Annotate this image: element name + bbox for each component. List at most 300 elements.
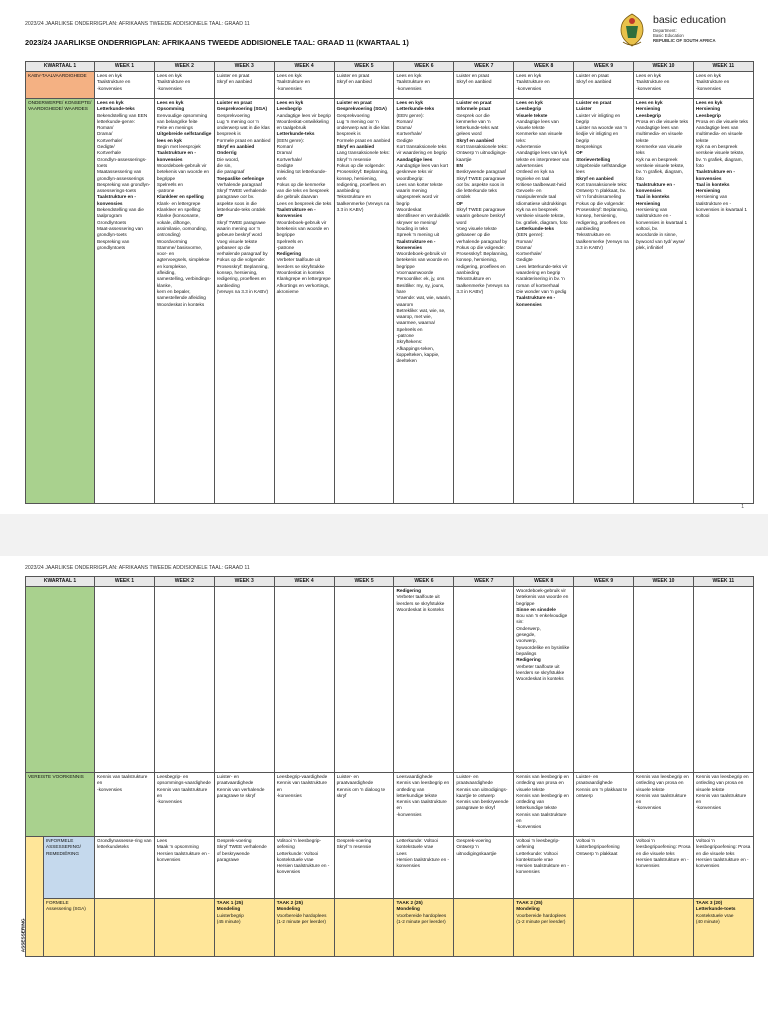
cell-text: Luister en praat (336, 100, 372, 105)
cell-text: -konvensies (156, 799, 182, 805)
cell-text: Hersiening (695, 106, 721, 112)
week-header: WEEK 4 (274, 577, 334, 587)
cell-text: afleiding, (156, 270, 176, 276)
cell-text: -konvensies (695, 805, 721, 811)
assessment-vertical-text: ASSESSERING (20, 918, 26, 952)
week-cell (214, 72, 274, 99)
cell-text: Kortverhale/ (276, 156, 302, 162)
cell-text: Taalstrukture en (695, 79, 730, 85)
cell-text: -konvensies (636, 85, 662, 91)
cell-text: Bekendstelling van die taalprogram (97, 207, 144, 219)
week-cell (634, 837, 694, 899)
cell-text: Roman/ (276, 144, 294, 150)
cell-text: Klankleer en spelling (156, 194, 204, 200)
week-cell (154, 72, 214, 99)
page-number: 1 (741, 504, 744, 510)
cell-text: Kortverhale/ (516, 251, 542, 257)
cell-text: Taalstrukture en (636, 79, 670, 85)
document-title: 2023/24 JAARLIKSE ONDERRIGPLAN: AFRIKAANS TWEEDE ADDISIONELE TAAL: GRAAD 11 (KWARTAAL 1) (25, 38, 409, 47)
cell-text: Ontleed en kyk na tegnieke en taal (516, 169, 555, 181)
week-cell (214, 837, 274, 899)
logo-line-1: Department: (653, 28, 677, 33)
cell-text: Aandagtige lees van visuele tekste (516, 118, 559, 131)
cell-text: OF (216, 213, 224, 219)
topics-continued-row (26, 587, 754, 773)
cell-text: Prosesskryf: Beplanning, konsep, hersiening, redigering, proeflees en aanbieding (336, 169, 389, 194)
cell-text: TAAK 2 (25) (516, 900, 543, 905)
cell-text: Lees en bespreek die teks (276, 200, 332, 206)
cell-text: Lees letterkunde-teks vir waardering en begrip (516, 263, 568, 276)
cell-text: Prosa en die visuele teks (636, 118, 689, 124)
cell-text: (Verwys na 3.3 in KABV) (216, 288, 269, 294)
cell-text: Spelreëls en (396, 326, 423, 332)
cell-text: Teksstrukture en taalkenmerke (Verwys na 3.3 in KABV) (336, 194, 390, 213)
week-cell (334, 99, 394, 504)
cell-text: Ontwerp 'n plakkaat (576, 850, 618, 856)
week-header-row (26, 577, 754, 587)
cell-text: Leesbegrip (636, 112, 662, 118)
cell-text: Gesprek-voering (336, 838, 372, 843)
cell-text: Taal in konteks (636, 194, 670, 200)
week-cell (95, 99, 155, 504)
week-header: WEEK 2 (154, 577, 214, 587)
cell-text: Verbeter taalfoute uit leerders se skryfstukke (396, 594, 445, 606)
cell-text: Kennis van taalstrukture en (156, 786, 208, 798)
cell-text: Lees en kyk (396, 73, 422, 78)
cell-text: Skryf TWEE paragrawe oor bv. aspekte soos in die letterkunde teks ontdek (456, 175, 506, 200)
cell-text: voor- en (156, 251, 175, 257)
cell-text: Leesbegrip (516, 106, 542, 112)
week-cell (214, 773, 274, 837)
cell-text: Lees en kyk (636, 73, 662, 78)
cell-text: (1-2 minute per leerder) (396, 918, 446, 924)
cell-text: Woordeskat (396, 207, 422, 213)
cell-text: samestelling, verbindings-klanke, (156, 276, 212, 288)
week-cell (95, 587, 155, 773)
cell-text: Betreklike: wat, wie, se, waarop, met wie, waarmee, waarna/ (396, 307, 446, 326)
cell-text: Klankleer en spelling: Klanke (konsonante, vokale, diftonge, assimilasie, oomonding, ontronding) (156, 207, 207, 238)
cell-text: Kennis om 'n dialoog te skryf (336, 786, 386, 798)
cell-text: agtervoegsels, simplekse en komplekse, (156, 257, 210, 269)
cell-text: Drama/ (97, 131, 113, 137)
week-cell (274, 837, 334, 899)
week-cell (634, 773, 694, 837)
cell-text: Voeg visuele tekste gebaseer op die verhalende paragraaf by (216, 238, 268, 257)
cell-text: Kennis van uitnodigings-kaartjie te ontwerp (456, 786, 508, 798)
cell-text: Taalstrukture en (97, 79, 131, 85)
week-cell (154, 899, 214, 957)
cell-text: Opsomming (156, 106, 185, 112)
cell-text: die sin, (216, 162, 232, 168)
cell-text: Leesbegrip (276, 106, 302, 112)
cell-text: Kontekstuele vrae (695, 912, 734, 918)
logo-line-2: Basic Education (653, 33, 684, 38)
cell-text: Gesprek-voering (216, 838, 252, 843)
week-cell (334, 773, 394, 837)
cell-text: Voorbereide hardoplees (396, 912, 447, 918)
cell-text: -patrone (276, 244, 295, 250)
cell-text: -konvensies (636, 805, 662, 811)
week-header: WEEK 5 (334, 62, 394, 72)
week-cell (394, 587, 454, 773)
week-header: WEEK 1 (95, 577, 155, 587)
week-header: WEEK 11 (693, 62, 753, 72)
cell-text: Skryf TWEE verhalende paragrawe oor bv. aspekte soos in die letterkunde-teks ontdek (216, 188, 267, 213)
cell-text: Mondeling (276, 906, 301, 912)
cell-text: woordorde in sinne, bywoord van tyd/ wyse/ plek, infinitief (636, 232, 685, 250)
cell-text: Gesprek oor die kenmerke van 'n letterkunde-teks wat gelees word (456, 112, 499, 137)
cell-text: Letterkunde-teks (97, 106, 135, 112)
cell-text: Die woord, (216, 156, 240, 162)
cell-text: Kennis van taalstrukture en (695, 792, 747, 805)
cell-text: -patrone (156, 188, 175, 194)
cell-text: TAAK 2 (25) (276, 900, 303, 905)
cell-text: Roman/ (396, 118, 413, 124)
cell-text: Kennis van leesbegrip en ontleding van prosa en visuele tekste (636, 774, 689, 792)
cell-text: Hersien taalstrukture en -konvensies (636, 856, 689, 869)
cell-text: Lees en kyk (156, 100, 184, 105)
week-cell (574, 587, 634, 773)
week-cell (693, 899, 753, 957)
week-cell (514, 587, 574, 773)
cell-text: Taalstrukture en -konvensies (516, 295, 556, 307)
cell-text: Prosesskryf: Beplanning, konsep, hersiening, redigering, proeflees en aanbieding (216, 263, 269, 288)
cell-text: Letterkunde-teks (516, 225, 555, 231)
cell-text: Skryf en aanbied (456, 137, 494, 143)
cell-text: Luister na woorde van 'n liedjie vir inligting en begrip (576, 125, 628, 143)
cell-text: Besprekings (576, 144, 602, 150)
week-cell (634, 899, 694, 957)
cell-text: Hersiening (636, 106, 661, 112)
cell-text: Luister- en praatvaardighede (576, 774, 613, 786)
week-cell (394, 773, 454, 837)
cell-text: Gesprekvoering (336, 112, 370, 118)
cell-text: Woordeboek-gebruik vir betekenis van woorde en begrippe (156, 162, 210, 181)
week-header: WEEK 9 (574, 577, 634, 587)
cell-text: Verhalende paragraaf (216, 181, 262, 187)
week-cell (454, 99, 514, 504)
cell-text: Voltooi 'n leesbegripoefening: Prosa en die visuele teks (695, 838, 751, 856)
week-cell (693, 72, 753, 99)
cell-text: Lees en kyk (516, 73, 542, 78)
cell-text: Gedigte/ (97, 144, 115, 150)
cell-text: -konvensies (276, 792, 302, 798)
cell-text: Woordeskat-ontwikkeling en taalgebruik (276, 118, 329, 131)
week-cell (95, 773, 155, 837)
cell-text: akronieme (276, 288, 299, 294)
prior-knowledge-row (26, 773, 754, 837)
informal-assessment-row (26, 837, 754, 899)
cell-text: Luister- en praatvaardighede (336, 774, 374, 786)
cell-text: Roman/ (516, 238, 533, 244)
cell-text: Letterkunde: Voltooi kontekstuele vrae (516, 850, 558, 862)
week-header: WEEK 1 (95, 62, 155, 72)
cell-text: kern en bepaler, (156, 288, 191, 294)
cell-text: Voltooi 'n leesbegripoefening: Prosa en die visuele teks (636, 838, 691, 856)
cell-text: Feite en menings (156, 125, 193, 131)
cell-text: Mondeling (516, 906, 540, 912)
cell-text: Luister en praat (216, 100, 252, 105)
cell-text: Voorbereide hardoplees (516, 912, 567, 918)
cell-text: Prosesskryf: Beplanning, konsep, hersiening, redigering, proeflees en aanbieding (456, 251, 509, 276)
cell-text: Kort transaksionele teks vir waardering en begrip (396, 144, 447, 156)
cell-text: Skryf en aanbied (216, 79, 252, 85)
cell-text: Gesprekvoering (SGA) (216, 106, 268, 112)
cell-text: Kenmerke van visuele teks (636, 144, 683, 156)
cell-text: Lees van korter tekste waarin mening uitgespreek word vir begrip (396, 181, 443, 206)
running-header: 2023/24 JAARLIKSE ONDERRIGPLAN: AFRIKAANS TWEEDE ADDISIONELE TAAL: GRAAD 11 (25, 565, 250, 571)
week-cell (95, 837, 155, 899)
cell-text: Gedigte (396, 137, 413, 143)
week-header: WEEK 4 (274, 62, 334, 72)
cell-text: gesegde, (516, 632, 536, 638)
row-label-topics-continued (26, 587, 95, 773)
cell-text: Luister- en praatvaardighede (456, 774, 493, 786)
cell-text: Drama/ (276, 150, 293, 156)
cell-text: Verbeter taalfoute uit leerders se skryfstukke (516, 663, 565, 675)
cell-text: Woordeboek-gebruik vir betekenis van woorde en begrippe (396, 251, 449, 269)
cell-text: Lees en kyk (97, 73, 123, 78)
cell-text: Voorbereide hardoplees (276, 912, 327, 918)
week-cell (514, 99, 574, 504)
cell-text: Kennis van leesbegrip en ontleding van letterkundige tekste (516, 792, 569, 811)
cell-text: Formele praat en aanbied (336, 137, 391, 143)
cell-text: Skryf en aanbied (216, 144, 255, 150)
formal-assessment-row (26, 899, 754, 957)
cell-text: Taalstrukture en (276, 79, 311, 85)
week-cell (514, 773, 574, 837)
cell-text: Aandagtige lees vir begrip (276, 112, 331, 118)
cell-text: Hersien taalstrukture en -konvensies (156, 850, 210, 862)
cell-text: Hersiening van taalstrukture en -konvensies in kwartaal 1 voltooi, bv. (636, 207, 688, 231)
cell-text: Aandagtige lees van multimedia- en visuele tekste (636, 125, 683, 143)
cell-text: Taalstrukture en (516, 79, 550, 85)
week-cell (154, 99, 214, 504)
cell-text: Hersien taalstrukture en -konvensies (516, 863, 569, 875)
week-header: WEEK 10 (634, 577, 694, 587)
cell-text: Taal in konteks (695, 181, 730, 187)
cell-text: Klankgrepe en lettergrepe (276, 276, 331, 282)
cell-text: Maatassessering van grondlyn-assesserings (97, 169, 144, 181)
week-header: WEEK 7 (454, 577, 514, 587)
cell-text: Bou van 'n enkelvoudige sin: (516, 613, 568, 625)
cell-text: Uitgebreide selfstandige lees (576, 162, 627, 175)
week-cell (274, 587, 334, 773)
week-cell (154, 773, 214, 837)
cell-text: Kritiese taalbewust-heid (516, 181, 567, 187)
cell-text: TAAK 1 (25) (216, 900, 244, 905)
week-header: WEEK 6 (394, 577, 454, 587)
cell-text: Hersiening van taalstrukture en -konvensies in kwartaal 1 voltooi (695, 194, 747, 219)
row-label-kabv: KABV-TAALVAARDIGHEDE (26, 72, 95, 99)
plan-table-page-1 (25, 61, 754, 504)
cell-text: Lees en kyk (695, 100, 723, 105)
cell-text: Kyk na en bespreek verskeie visuele tekste, bv. 'n grafiek, diagram, foto (695, 144, 745, 168)
quarter-header: KWARTAAL 1 (26, 577, 95, 587)
cell-text: Skryf TWEE paragrawe waarin gebeure beskryf word (456, 207, 506, 225)
week-cell (454, 899, 514, 957)
week-cell (394, 837, 454, 899)
cell-text: Taalstrukture en -konvensies (695, 169, 735, 181)
cell-text: Hersiening (636, 200, 661, 206)
cell-text: Gesprek-voering (456, 838, 492, 843)
cell-text: voorwerp, (516, 638, 537, 644)
cell-text: Ontwerp 'n uitnodigingskaartjie (456, 844, 497, 856)
cell-text: Lang transaksionele teks: Skryf 'n resensie (336, 150, 390, 162)
cell-text: Grondlynassesse-ring van letterkundeteks (97, 838, 152, 850)
week-cell (95, 72, 155, 99)
week-cell (574, 899, 634, 957)
week-cell (574, 72, 634, 99)
cell-text: Visuele tekste (516, 112, 548, 118)
cell-text: Voornaamwoorde (396, 270, 434, 276)
cell-text: Kennis van taalstrukture en (636, 792, 687, 805)
cell-text: Storievertelling (576, 156, 611, 162)
cell-text: Toepaslike oefeninge (216, 175, 265, 181)
cell-text: Kennis van beskrywende paragrawe te skryf (456, 799, 509, 811)
week-cell (274, 773, 334, 837)
cell-text: Lees (156, 838, 168, 843)
cell-text: Skryf 'n resensie (336, 844, 372, 850)
cell-text: (EEN genre): (396, 112, 424, 118)
cell-text: Luister en praat (216, 73, 250, 78)
cell-text: Onderwerp, (516, 625, 541, 631)
week-cell (574, 773, 634, 837)
cell-text: Fokus op die volgende: (576, 200, 625, 206)
week-cell (634, 587, 694, 773)
cell-text: Vraende: wat, wie, waarin, waarom (396, 295, 452, 307)
cell-text: -konvensies (396, 85, 422, 91)
cell-text: Kortverhale/ (396, 131, 422, 137)
cell-text: (EEN genre): (276, 137, 305, 143)
cell-text: (EEN genre): (516, 232, 544, 238)
cell-text: Klank- en lettergrepe (156, 200, 201, 206)
week-cell (693, 773, 753, 837)
cell-text: Grondlyn-assesserings-toets (97, 156, 147, 168)
cell-text: Taalstrukture en -konvensies (97, 194, 136, 206)
cell-text: Gevoels- en manipulerende taal (516, 188, 557, 200)
week-cell (154, 587, 214, 773)
cell-text: Taalstrukture en -konvensies (156, 150, 196, 162)
cell-text: Hersien taalstrukture en -konvensies (396, 856, 450, 869)
week-cell (454, 837, 514, 899)
cell-text: Lees en kyk (636, 100, 663, 105)
week-cell (274, 72, 334, 99)
cell-text: Informele praat (456, 106, 491, 112)
cell-text: Woordvorming (156, 238, 188, 244)
cell-text: Drama/ (396, 125, 412, 131)
row-label-informal: INFORMELE ASSESSERING/ REMEDIËRING (44, 837, 95, 899)
cell-text: Identifiseer en verduidelik skrywer se mening/ houding in teks (396, 213, 450, 231)
week-cell (574, 99, 634, 504)
cell-text: Onderrig (216, 150, 237, 156)
cell-text: die paragraaf (216, 169, 245, 175)
cell-text: -patrone (396, 332, 414, 338)
cell-text: Taalstrukture en (156, 79, 191, 85)
cell-text: Leesbegrip (695, 112, 721, 118)
quarter-header: KWARTAAL 1 (26, 62, 95, 72)
cell-text: Gedigte (516, 257, 533, 263)
cell-text: Voeg visuele tekste gebaseer op die verhalende paragraaf by (456, 225, 508, 244)
cell-text: Woordeskat in konteks (276, 270, 325, 276)
cell-text: Lees en kyk (516, 100, 543, 105)
week-header: WEEK 8 (514, 577, 574, 587)
cell-text: Beskrywende paragraaf (456, 169, 506, 175)
cell-text: Aandagtige lees van multimedia- en visuele tekste (695, 125, 743, 143)
cell-text: Skryf TWEE paragrawe waarin mening oor 'n gebeure beskryf word (216, 219, 266, 238)
cell-text: samestellende afleiding (156, 295, 206, 301)
week-cell (693, 99, 753, 504)
cell-text: Taalstrukture en -konvensies (396, 238, 436, 250)
cell-text: Skryf en aanbied (336, 79, 372, 85)
cell-text: Lug 'n mening oor 'n onderwerp wat in die klas bespreek is (216, 118, 270, 137)
cell-text: Begin met leesprojek (156, 144, 201, 150)
week-header: WEEK 11 (693, 577, 753, 587)
week-cell (334, 72, 394, 99)
week-cell (693, 587, 753, 773)
cell-text: Mondeling (396, 906, 420, 912)
cell-text: Gedigte (276, 162, 294, 168)
cell-text: -konvensies (516, 85, 542, 91)
week-cell (334, 837, 394, 899)
cell-text: Roman/ (97, 125, 114, 131)
cell-text: Kyk na en bespreek verskeie visuele tekste, bv. 'n grafiek, diagram, foto (636, 156, 685, 181)
week-cell (214, 587, 274, 773)
cell-text: Woordeskat in konteks (396, 606, 444, 612)
cell-text: Lees (396, 850, 407, 856)
kabv-row (26, 72, 754, 99)
week-cell (454, 72, 514, 99)
week-header: WEEK 8 (514, 62, 574, 72)
cell-text: Persoonlike: ek, jy, ons (396, 276, 445, 282)
cell-text: TAAK 3 (20) (695, 900, 723, 905)
week-header: WEEK 2 (154, 62, 214, 72)
week-header: WEEK 3 (214, 62, 274, 72)
week-cell (394, 99, 454, 504)
cell-text: Kennis van taalstrukture en (396, 799, 447, 811)
cell-text: Volitooi 'n leesbegrip-oefening (276, 838, 322, 850)
cell-text: Besitlike: my, sy, jouns, hare (396, 282, 445, 294)
cell-text: Teksstrukture en taalkenmerke (Verwys na 3.3 in KABV) (456, 276, 509, 294)
cell-text: -konvensies (156, 85, 182, 91)
cell-text: Letterkunde-toets (695, 906, 736, 912)
cell-text: Fokus op die volgende: (336, 162, 386, 168)
cell-text: Kort transaksionele teks: Ontwerp 'n uitnodigings-kaartjie (456, 144, 508, 162)
cell-text: Luister en praat (576, 100, 612, 105)
week-header: WEEK 7 (454, 62, 514, 72)
cell-text: Kort transaksionele teks: Ontwerp 'n plakkaat, bv. vir 'n fondsinsameling (576, 181, 628, 200)
cell-text: Letterkunde-teks (396, 106, 435, 112)
cell-text: Taalstrukture en (396, 79, 430, 85)
cell-text: Kennis van taalstrukture en (516, 811, 567, 824)
cell-text: -konvensies (97, 786, 123, 792)
cell-text: Fokus op die kenmerke van die teks en bespreek die gebruik daarvan (276, 181, 329, 200)
cell-text: Kennis van taalstrukture en (276, 780, 327, 792)
cell-text: (45 minute) (216, 918, 241, 924)
week-header-row (26, 62, 754, 72)
cell-text: Aandagtige lees van kyk tekste en interpreteer van advertensies (516, 150, 570, 168)
page-gap (0, 514, 768, 556)
week-cell (334, 899, 394, 957)
row-label-topics: ONDERWERPE/ KONSEPTE/ VAARDIGHEDE/ WAARDES (26, 99, 95, 504)
plan-table-page-2 (20, 576, 754, 957)
cell-text: (1-2 minute per leerder) (276, 918, 326, 924)
row-label-prior-knowledge: VEREISTE VOORKENNIS (26, 773, 95, 837)
cell-text: Kortverhale (97, 150, 121, 156)
topics-row (26, 99, 754, 504)
cell-text: Uitgebreide selfstandige lees en kyk (156, 131, 212, 143)
cell-text: Afkortings en verkortings, (276, 282, 330, 288)
